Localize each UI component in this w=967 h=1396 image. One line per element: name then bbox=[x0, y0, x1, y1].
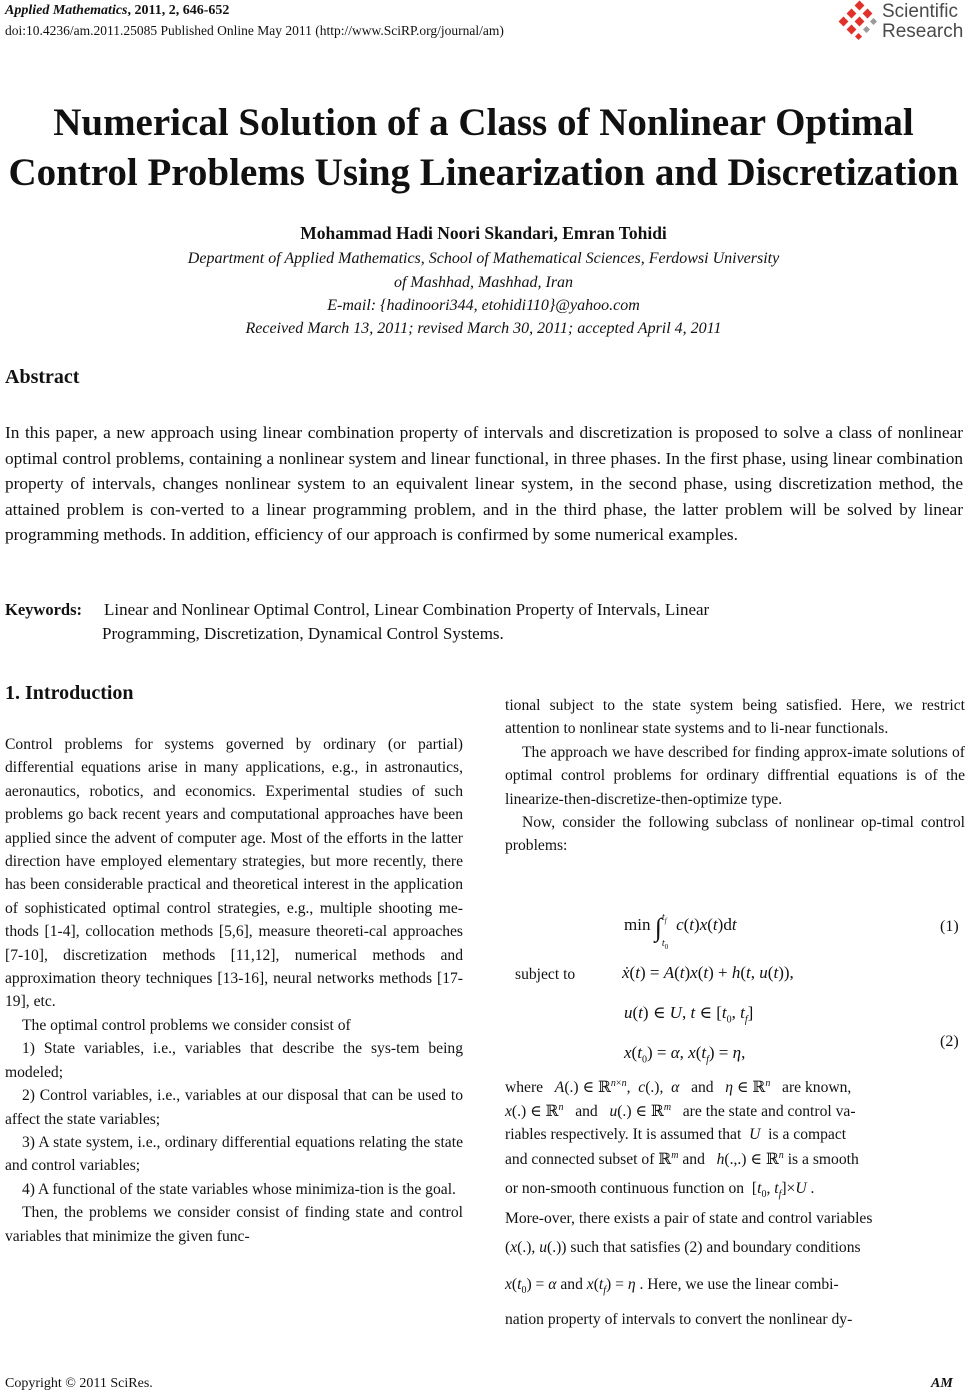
are-known-text: are known, bbox=[782, 1079, 852, 1097]
here-text: . Here, we use the linear combi- bbox=[639, 1276, 839, 1293]
email-line: E-mail: {hadinoori344, etohidi110}@yahoo.com bbox=[327, 297, 640, 314]
where-word: where bbox=[505, 1079, 544, 1097]
intro-paragraph: 2) Control variables, i.e., variables at our disposal that can be used to affect the state variables; bbox=[5, 1087, 463, 1128]
title-line-1: Numerical Solution of a Class of Nonlinear Optimal bbox=[53, 101, 914, 144]
title-line-2: Control Problems Using Linearization and Discretization bbox=[8, 151, 959, 194]
affiliation-line-1: Department of Applied Mathematics, School of Mathematical Sciences, Ferdowsi University bbox=[187, 250, 780, 267]
intro-paragraph: Then, the problems we consider consist of finding state and control variables that minimize the given func- bbox=[5, 1204, 463, 1245]
intro-paragraph: 3) A state system, i.e., ordinary differential equations relating the state and control variables; bbox=[5, 1133, 463, 1175]
where-line: where A(.) ∈ ℝ$^{n\times n}$, c(.), α and η ∈ ℝ$^n$ are known, bbox=[505, 1078, 852, 1097]
state-control-line: x(.) ∈ ℝ$^n$ and u(.) ∈ ℝ$^m$ are the state and control va- bbox=[505, 1102, 856, 1121]
intro-paragraph: Now, consider the following subclass of nonlinear op-timal control problems: bbox=[505, 814, 965, 855]
paper-title bbox=[0, 98, 967, 198]
boundary-line: $x(t_0) = \alpha$ and $x(t_f) = \eta$ . Here, we use the linear combi- bbox=[505, 1276, 839, 1297]
nonsmooth-line: or non-smooth continuous function on [$t_0$, $t_f]\times U$ . bbox=[505, 1180, 815, 1201]
copyright-footer: Copyright © 2011 SciRes. bbox=[5, 1376, 153, 1391]
and-word: and bbox=[575, 1103, 598, 1121]
logo-text-line2: Research bbox=[882, 21, 964, 42]
journal-header bbox=[5, 3, 229, 19]
authors: Mohammad Hadi Noori Skandari, Emran Tohidi bbox=[300, 223, 667, 243]
riables-text: riables respectively. It is assumed that bbox=[505, 1126, 742, 1143]
nonsmooth-text: or non-smooth continuous function on bbox=[505, 1180, 745, 1197]
intro-paragraph: The optimal control problems we consider consist of bbox=[22, 1016, 351, 1034]
moreover-line: More-over, there exists a pair of state and control variables bbox=[505, 1210, 873, 1227]
connected-line: and connected subset of ℝ$^m$ and h(.,.) ∈ ℝ$^n$ is a smooth bbox=[505, 1150, 859, 1169]
journal-name: Applied Mathematics bbox=[5, 3, 128, 18]
compact-text: is a compact bbox=[768, 1126, 847, 1143]
and-word: and bbox=[691, 1079, 714, 1097]
subject-to-label: subject to bbox=[515, 966, 576, 983]
journal-volume: , 2011, 2, 646-652 bbox=[127, 3, 230, 18]
nation-line: nation property of intervals to convert the nonlinear dy- bbox=[505, 1311, 853, 1328]
keywords-line-1: Linear and Nonlinear Optimal Control, Linear Combination Property of Intervals, Linear bbox=[104, 600, 710, 619]
abstract-heading: Abstract bbox=[5, 366, 80, 388]
publisher-logo bbox=[838, 0, 963, 44]
connected-text: and connected subset of bbox=[505, 1151, 655, 1169]
smooth-text: is a smooth bbox=[787, 1151, 859, 1169]
doi-line: doi:10.4236/am.2011.25085 Published Online May 2011 (http://www.SciRP.org/journal/am) bbox=[5, 23, 504, 38]
intro-paragraph: 4) A functional of the state variables whose minimiza-tion is the goal. bbox=[22, 1180, 456, 1198]
state-control-text: are the state and control va- bbox=[682, 1103, 856, 1121]
such-that-text: such that satisfies (2) and boundary conditions bbox=[570, 1239, 861, 1256]
intro-paragraph: tional subject to the state system being satisfied. Here, we restrict attention to nonlinear state systems and to li-near functionals. bbox=[505, 697, 965, 738]
intro-paragraph: The approach we have described for finding approx-imate solutions of optimal control problems for ordinary diffrential equations is of the linearize-then-discretize-then-optimize type. bbox=[505, 743, 965, 808]
right-column bbox=[505, 694, 965, 858]
logo-diamond-icon bbox=[838, 0, 880, 42]
affiliation-line-2: of Mashhad, Mashhad, Iran bbox=[393, 274, 574, 291]
and-word: and bbox=[682, 1151, 705, 1169]
and-word: and bbox=[560, 1276, 583, 1293]
equation-1: min ∫ $t_f$ $t_0$ c(t)x(t)dt bbox=[624, 912, 737, 951]
intro-paragraph: 1) State variables, i.e., variables that describe the sys-tem being modeled; bbox=[5, 1040, 463, 1081]
riables-line: riables respectively. It is assumed that U is a compact bbox=[505, 1126, 847, 1143]
keywords-line-2: Programming, Discretization, Dynamical Control Systems. bbox=[102, 624, 504, 643]
keywords-label: Keywords: bbox=[5, 600, 82, 619]
journal-abbrev-footer: AM bbox=[931, 1376, 953, 1391]
equation-2-boundary: $x(t_0) = \alpha$, $x(t_f) = \eta$, bbox=[624, 1043, 746, 1066]
equation-2-constraints: u(t) ∈ U, t ∈ [$t_0$, $t_f$] bbox=[624, 1003, 754, 1026]
such-that-line: (x(.), u(.)) such that satisfies (2) and boundary conditions bbox=[505, 1239, 861, 1256]
left-column bbox=[5, 733, 463, 1248]
equation-1-number: (1) bbox=[940, 918, 959, 935]
introduction-heading: 1. Introduction bbox=[5, 682, 134, 704]
equation-2-dynamics: ẋ(t) = A(t)x(t) + h(t, u(t)), bbox=[622, 963, 794, 982]
logo-text-line1: Scientific bbox=[882, 1, 959, 22]
received-line: Received March 13, 2011; revised March 30, 2011; accepted April 4, 2011 bbox=[245, 320, 722, 337]
abstract-text: In this paper, a new approach using linear combination property of intervals and discretization is proposed to solve a class of nonlinear optimal control problems, containing a nonlinear system and linear functional, in three phases. In the first phase, using linear combination property of intervals, changes nonlinear system to an equivalent linear system, in the second phase, using discretization method, the attained problem is con-verted to a linear programming problem, and in the third phase, the latter problem will be solved by linear programming methods. In addition, efficiency of our approach is confirmed by some numerical examples. bbox=[5, 423, 963, 545]
intro-paragraph: Control problems for systems governed by ordinary (or partial) differential equations arise in many applications, e.g., in astronautics, aeronautics, robotics, and economics. Experimental studies of such problems go back recent years and computational approaches have been applied since the advent of computer age. Most of the efforts in the latter direction have employed elementary strategies, but more recently, there has been considerable practical and theoretical interest in the application of sophisticated optimal control strategies, e.g., multiple shooting me-thods [1-4], collocation methods [5,6], measure theoreti-cal approaches [7-10], discretization methods [11,12], numerical methods and approximation theory techniques [13-16], neural networks methods [17-19], etc. bbox=[5, 736, 463, 1011]
equation-2-number: (2) bbox=[940, 1033, 959, 1050]
